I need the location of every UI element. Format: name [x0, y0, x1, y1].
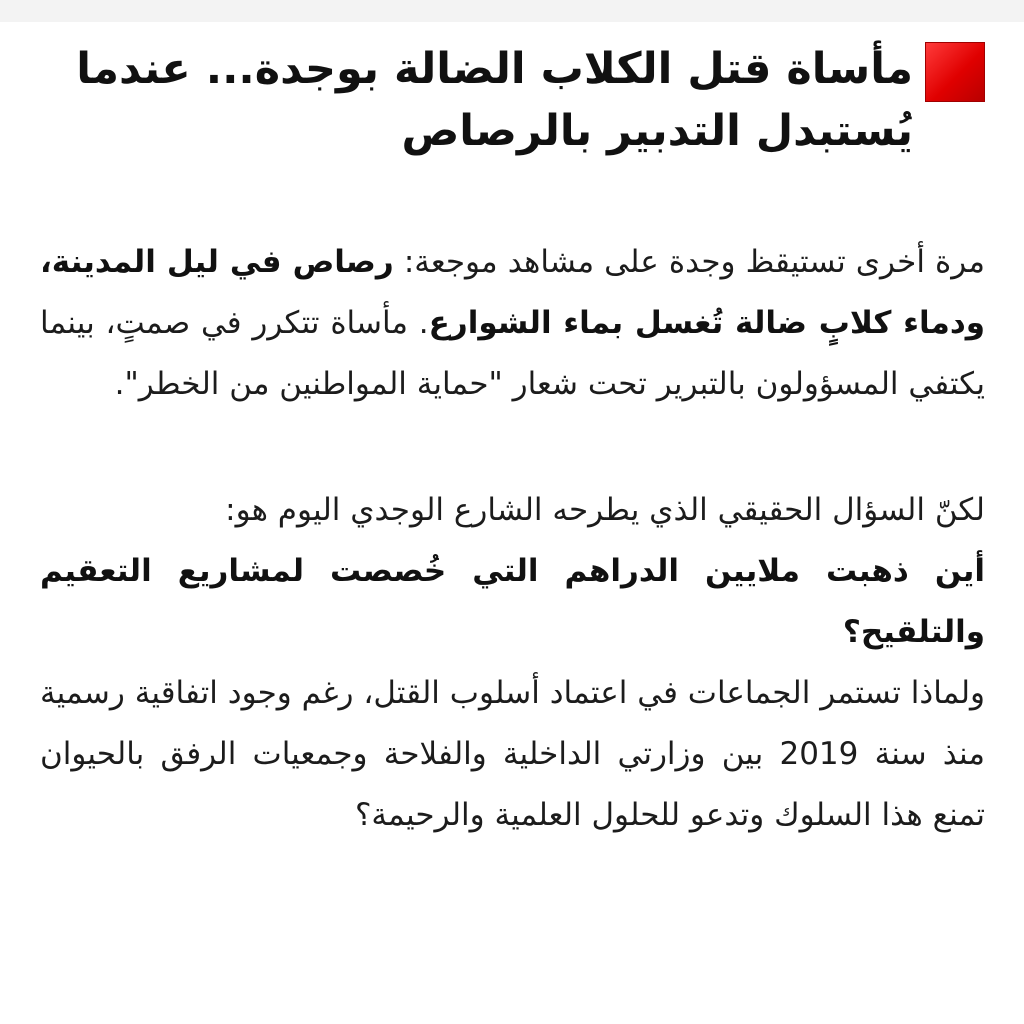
top-status-strip [0, 0, 1024, 22]
red-square-marker-icon [925, 42, 985, 102]
headline [40, 38, 985, 162]
article [40, 38, 985, 846]
paragraph-question-body: ولماذا تستمر الجماعات في اعتماد أسلوب القتل، رغم وجود اتفاقية رسمية منذ سنة 2019 بين وزارتي الداخلية والفلاحة وجمعيات الرفق بالحيوان تمنع هذا السلوك وتدعو للحلول العلمية والرحيمة؟ [40, 675, 985, 833]
paragraph-intro [40, 232, 985, 415]
paragraph-intro-rest: . مأساة تتكرر في صمتٍ، بينما يكتفي المسؤولون بالتبرير تحت شعار "حماية المواطنين من الخطر". [40, 305, 985, 402]
paragraph-question-bold: أين ذهبت ملايين الدراهم التي خُصصت لمشاريع التعقيم والتلقيح؟ [40, 553, 985, 650]
headline-title: مأساة قتل الكلاب الضالة بوجدة... عندما يُستبدل التدبير بالرصاص [76, 44, 913, 156]
paragraph-gap [40, 415, 985, 480]
paragraph-intro-lead: مرة أخرى تستيقظ وجدة على مشاهد موجعة: [393, 244, 985, 280]
paragraph-intro-bold: رصاص في ليل المدينة، ودماء كلابٍ ضالة تُغسل بماء الشوارع [40, 244, 985, 341]
paragraph-question-lead: لكنّ السؤال الحقيقي الذي يطرحه الشارع الوجدي اليوم هو: [225, 492, 985, 528]
paragraph-question [40, 480, 985, 846]
